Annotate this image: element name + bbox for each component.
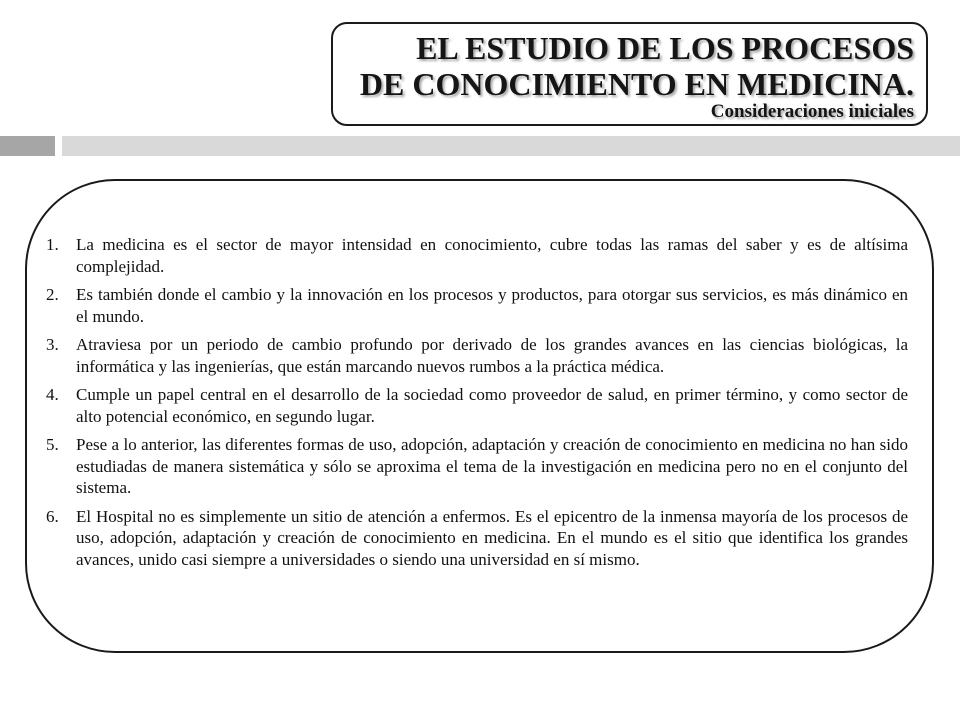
- list-item-number: 2.: [46, 285, 59, 304]
- list-item-text: Cumple un papel central en el desarrollo de la sociedad como proveedor de salud, en primer término, y como sector de alto potencial económico, en segundo lugar.: [76, 385, 908, 426]
- list-item: [46, 384, 908, 427]
- list-item: [46, 506, 908, 571]
- list-item-number: 6.: [46, 506, 59, 526]
- list-item-text: Es también donde el cambio y la innovación en los procesos y productos, para otorgar sus servicios, es más dinámico en el mundo.: [76, 285, 908, 326]
- list-item-text: Pese a lo anterior, las diferentes formas de uso, adopción, adaptación y creación de conocimiento en medicina no han sido estudiadas de manera sistemática y sólo se aproxima el tema de la investigación en medicina pero no en el conjunto del sistema.: [76, 435, 908, 497]
- slide-title-line-1: EL ESTUDIO DE LOS PROCESOS: [416, 30, 914, 66]
- title-box: [331, 22, 928, 126]
- slide-title-line-2: DE CONOCIMIENTO EN MEDICINA.: [359, 66, 914, 102]
- list-item-number: 1.: [46, 235, 59, 254]
- list-item: [46, 434, 908, 499]
- decorative-bar-light: [62, 136, 960, 156]
- list-item: [46, 334, 908, 377]
- list-item-number: 4.: [46, 385, 59, 404]
- list-item: [46, 284, 908, 327]
- considerations-list: [46, 234, 908, 577]
- decorative-bar-dark: [0, 136, 55, 156]
- list-item-number: 3.: [46, 335, 59, 354]
- list-item-text: Atraviesa por un periodo de cambio profundo por derivado de los grandes avances en las ciencias biológicas, la informática y las ingenierías, que están marcando nuevos rumbos a la práctica médica.: [76, 335, 908, 376]
- slide-subtitle: Consideraciones iniciales: [710, 101, 914, 122]
- list-item-text: El Hospital no es simplemente un sitio de atención a enfermos. Es el epicentro de la inmensa mayoría de los procesos de uso, adopción, adaptación y creación de conocimiento en medicina. En el mundo es el sitio que identifica los grandes avances, unido casi siempre a universidades o siendo una universidad en sí mismo.: [76, 506, 908, 569]
- list-item-text: La medicina es el sector de mayor intensidad en conocimiento, cubre todas las ramas del saber y es de altísima complejidad.: [76, 235, 908, 276]
- list-item: [46, 234, 908, 277]
- list-item-number: 5.: [46, 435, 59, 454]
